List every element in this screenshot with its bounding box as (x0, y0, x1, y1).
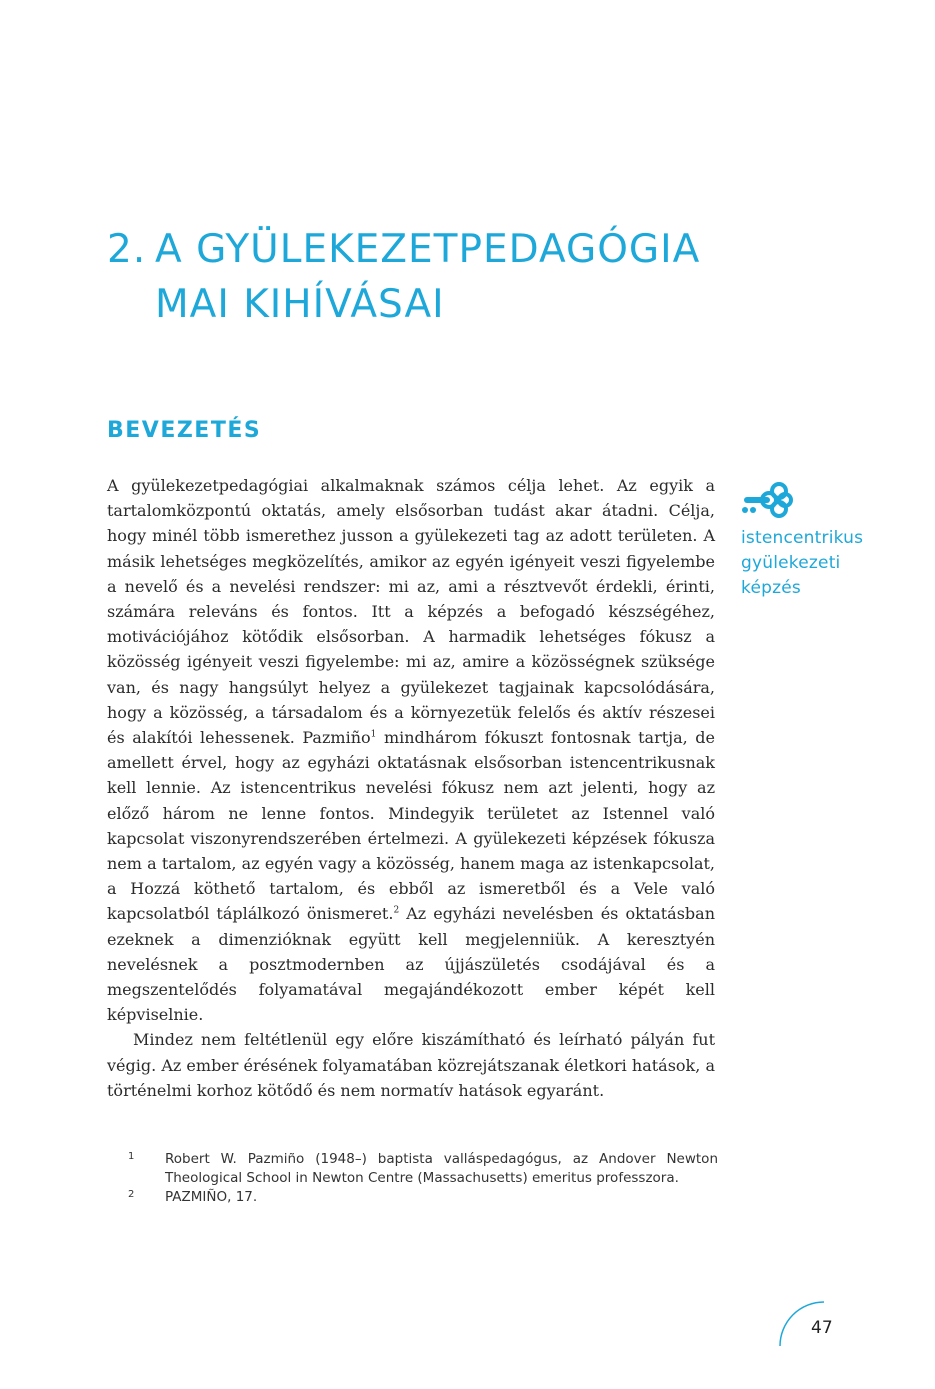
key-icon (741, 480, 793, 520)
footnote-1 (128, 1150, 718, 1188)
paragraph-2: Mindez nem feltétlenül egy előre kiszámítható és leírható pályán fut végig. Az ember érésének folyamatában közrejátszanak életkori hatások, a történelmi korhoz kötődő és nem normatív hatások egyaránt. (107, 1030, 715, 1100)
paragraph-1 (107, 473, 715, 1027)
footnotes (128, 1150, 718, 1207)
sidenote-line-3: képzés (741, 578, 801, 598)
sidenote-text (741, 526, 901, 601)
paragraph-1-part-c: Az egyházi nevelésben és oktatásban ezeknek a dimenzióknak együtt kell megjelenniük. A keresztyén nevelésnek a posztmodernben az újjászületés csodájával és a megszentelődés folyamatával megajándékozott ember képét kell képviselnie. (107, 904, 716, 1025)
chapter-title-line2: MAI KIHÍVÁSAI (155, 282, 445, 327)
chapter-number: 2. (107, 227, 147, 272)
paragraph-1-part-b: mindhárom fókuszt fontosnak tartja, de amellett érvel, hogy az egyházi oktatásnak elsősorban istencentrikusnak kell lennie. Az istencentrikus nevelési fókusz nem azt jelenti, hogy az előző három ne lenne fontos. Mindegyik területet az Istennel való kapcsolat viszonyrendszerében értelmezi. A gyülekezeti képzések fókusza nem a tartalom, az egyén vagy a közösség, hanem maga az istenkapcsolat, a Hozzá köthető tartalom, és ebből az ismeretből és a Vele való kapcsolatból táplálkozó önismeret. (107, 728, 716, 924)
chapter-title-line1: A GYÜLEKEZETPEDAGÓGIA (155, 227, 701, 272)
footnote-1-number: 1 (128, 1151, 135, 1162)
sidenote-line-2: gyülekezeti (741, 553, 841, 573)
footnote-ref-2[interactable]: 2 (393, 906, 400, 917)
footnote-1-text: Robert W. Pazmiño (1948–) baptista valláspedagógus, az Andover Newton Theological School in Newton Centre (Massachusetts) emeritus professzora. (165, 1151, 718, 1186)
footnote-ref-1[interactable]: 1 (370, 729, 377, 740)
footnote-2 (128, 1188, 718, 1207)
sidenote (741, 480, 901, 601)
body-text (107, 473, 715, 1103)
page-number: 47 (811, 1318, 833, 1338)
section-heading: BEVEZETÉS (107, 418, 262, 443)
paragraph-1-part-a: A gyülekezetpedagógiai alkalmaknak számos célja lehet. Az egyik a tartalomközpontú oktatás, amely elsősorban tudást akar átadni. Célja, hogy minél több ismerethez jusson a gyülekezeti tag az adott területen. A másik lehetséges megközelítés, amikor az egyén igényeit veszi figyelembe a nevelő és a nevelési rendszer: mi az, ami a résztvevőt érdekli, érinti, számára releváns és fontos. Itt a képzés a befogadó készségéhez, motivációjához kötődik elsősorban. A harmadik lehetséges fókusz a közösség igényeit veszi figyelembe: mi az, amire a közösségnek szüksége van, és nagy hangsúlyt helyez a gyülekezet tagjainak kapcsolódására, hogy a közösség, a társadalom és a környezetük felelős és aktív részesei és alakítói lehessenek. Pazmiño (107, 476, 715, 748)
chapter-title (107, 222, 747, 332)
footnote-2-number: 2 (128, 1189, 135, 1200)
sidenote-line-1: istencentrikus (741, 528, 864, 548)
footnote-2-text: PAZMIÑO, 17. (165, 1189, 258, 1205)
